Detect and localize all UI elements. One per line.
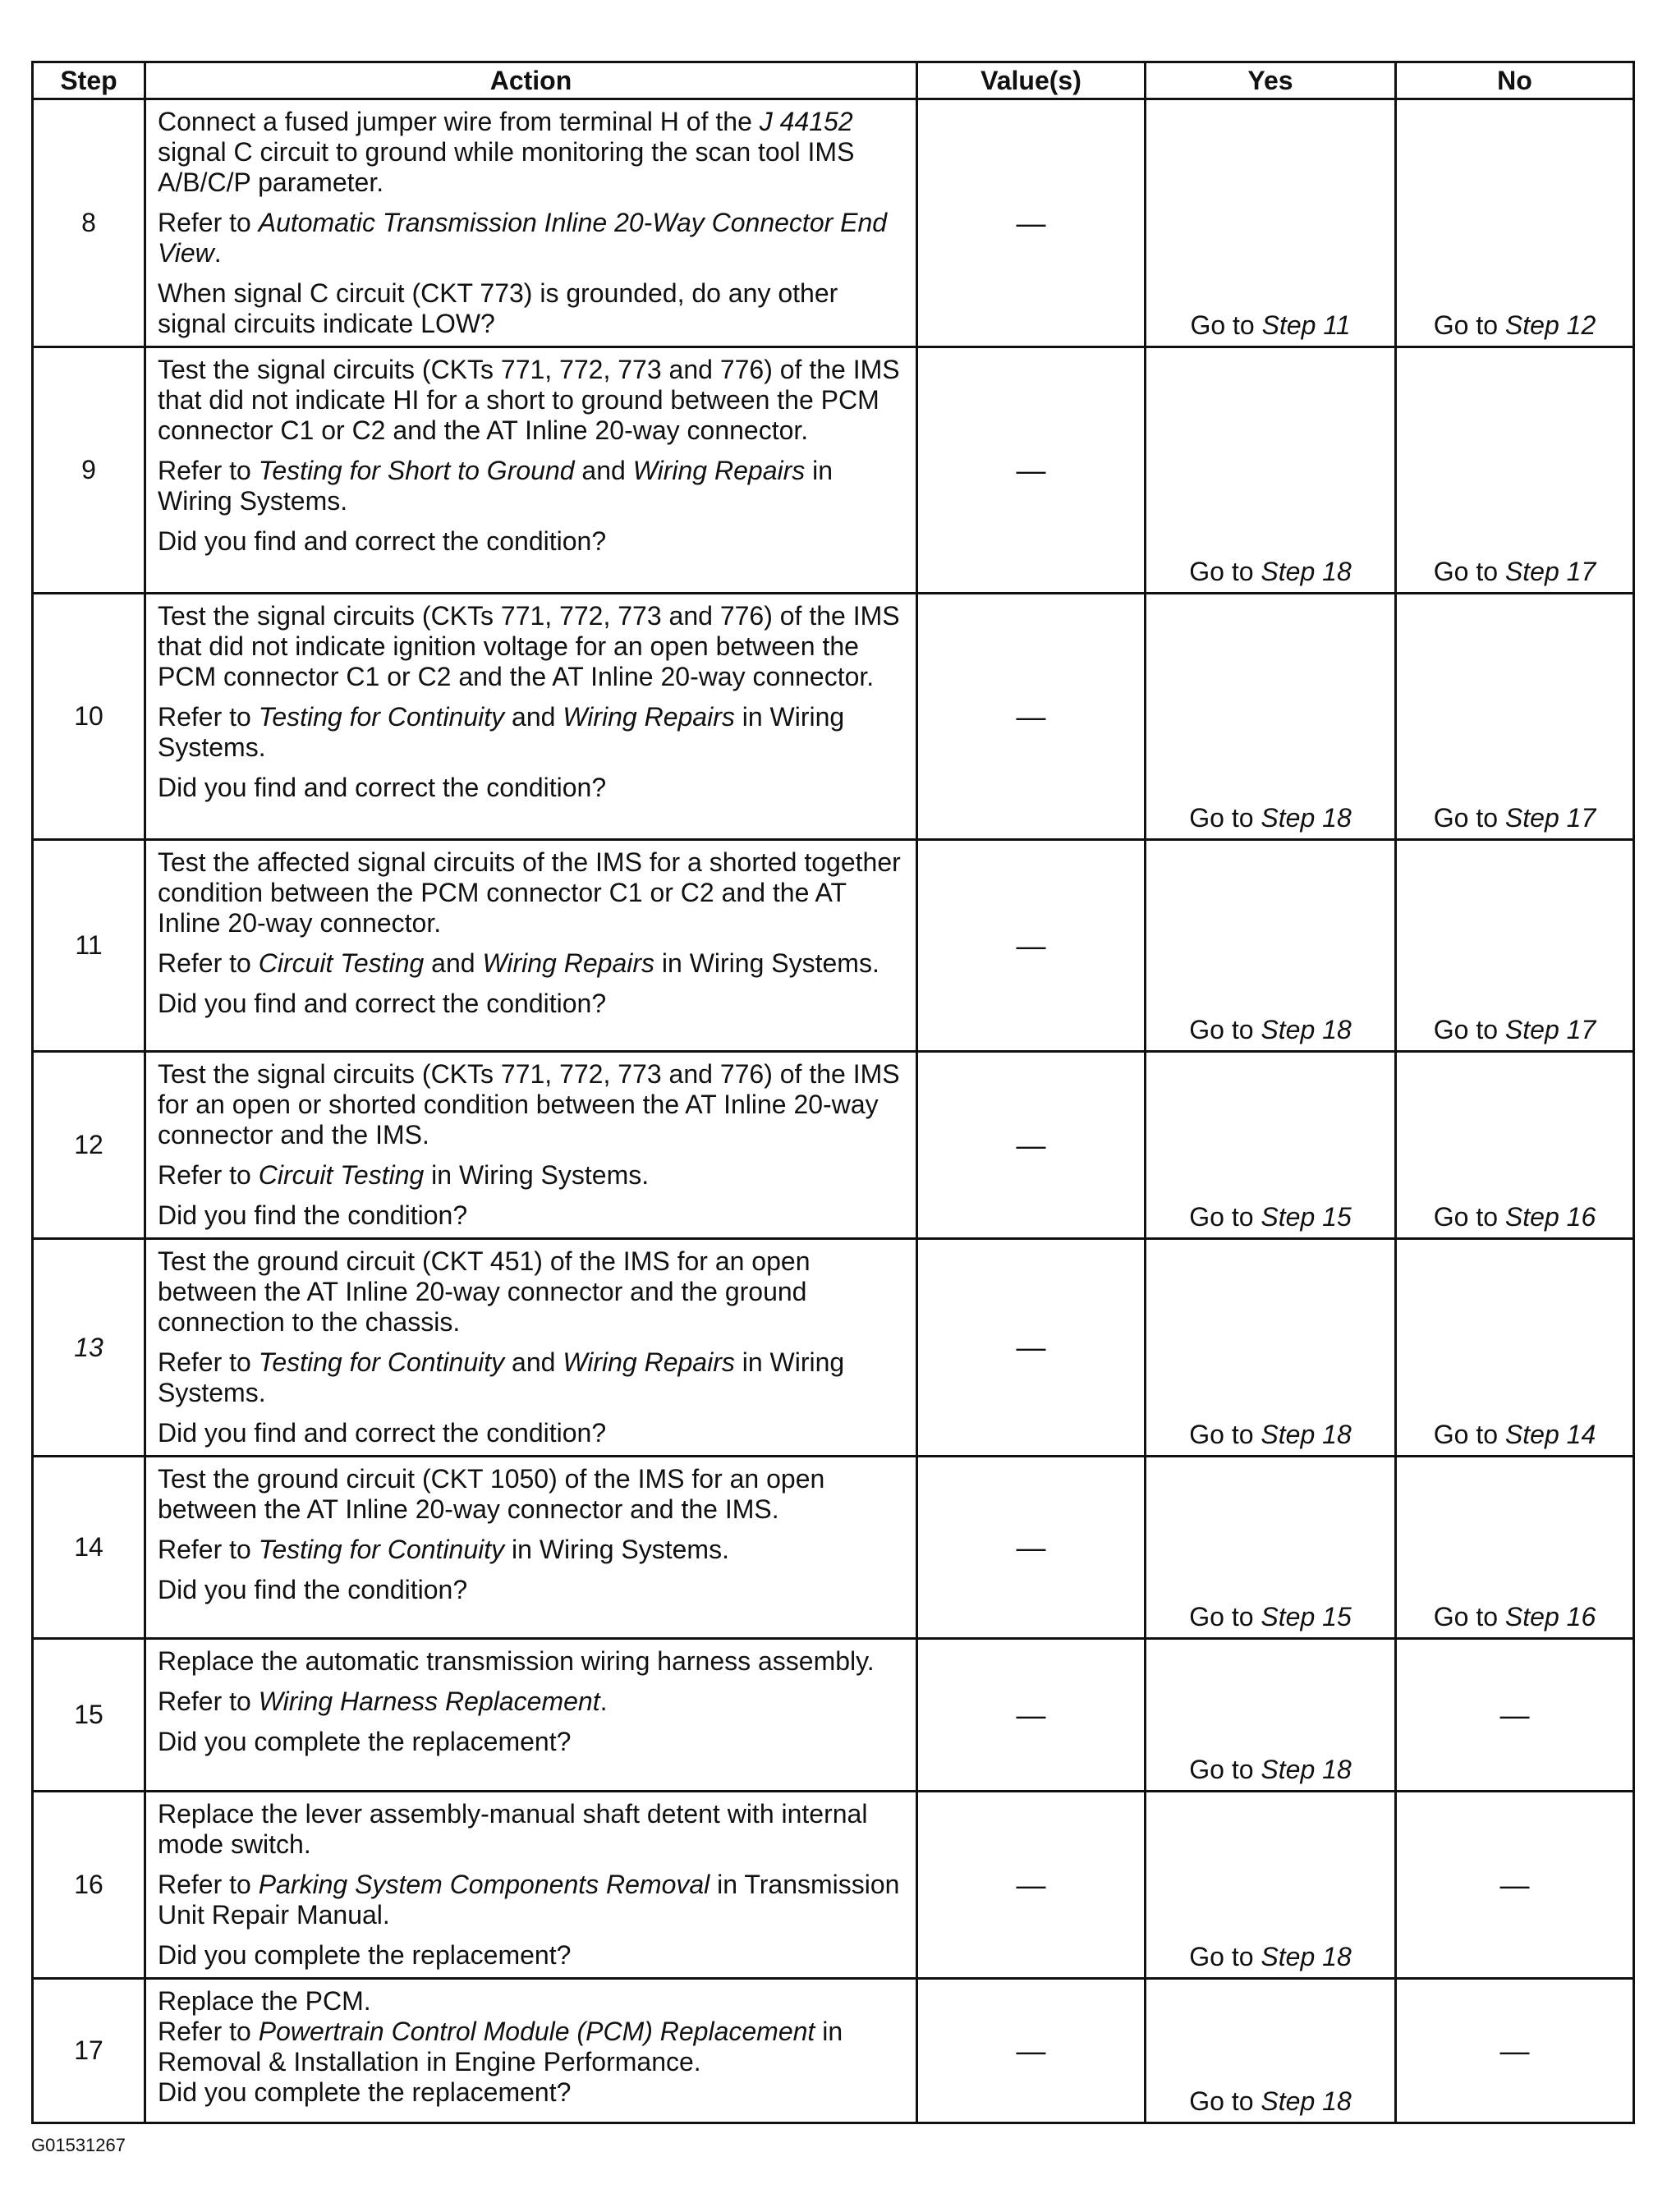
- table-header-row: [33, 62, 1634, 99]
- action-paragraph: [158, 601, 906, 692]
- no-result: [1396, 1457, 1634, 1639]
- step-action: [145, 1239, 917, 1457]
- action-text: Refer to: [158, 1347, 259, 1377]
- action-text: in Wiring Systems.: [424, 1160, 650, 1190]
- goto-prefix: Go to: [1189, 1202, 1261, 1232]
- goto-step-link: Step 18: [1261, 557, 1352, 586]
- action-paragraph: [158, 1347, 906, 1408]
- goto-prefix: Go to: [1433, 1602, 1505, 1631]
- goto-prefix: Go to: [1433, 803, 1505, 833]
- action-paragraph: [158, 1575, 906, 1605]
- action-text: Did you complete the replacement?: [158, 1727, 572, 1756]
- yes-result: [1146, 1052, 1396, 1239]
- action-text: Replace the lever assembly-manual shaft detent with internal mode switch.: [158, 1799, 868, 1859]
- step-value: —: [917, 1792, 1146, 1979]
- action-text: Refer to: [158, 208, 259, 237]
- yes-result: [1146, 347, 1396, 594]
- action-text: Test the affected signal circuits of the IMS for a shorted together condition between the PCM connector C1 or C2 and the AT Inline 20-way connector.: [158, 847, 901, 938]
- table-row: [33, 99, 1634, 347]
- action-text: and: [504, 1347, 563, 1377]
- figure-id: G01531267: [31, 2135, 126, 2155]
- goto-step-link: Step 16: [1504, 1602, 1596, 1631]
- action-paragraph: [158, 1646, 906, 1677]
- header-yes: Yes: [1146, 62, 1396, 99]
- action-text: signal C circuit to ground while monitoring the scan tool IMS A/B/C/P parameter.: [158, 137, 855, 197]
- goto-prefix: Go to: [1433, 1420, 1505, 1449]
- header-no: No: [1396, 62, 1634, 99]
- yes-result: [1146, 1792, 1396, 1979]
- action-text: and: [574, 456, 633, 485]
- action-text: in Transmission Unit Repair Manual.: [158, 1870, 900, 1930]
- action-paragraph: [158, 773, 906, 803]
- action-text: Test the signal circuits (CKTs 771, 772, 773 and 776) of the IMS for an open or shorted condition between the AT Inline 20-way connector and the IMS.: [158, 1059, 900, 1150]
- action-paragraph: [158, 1870, 906, 1930]
- yes-result: [1146, 1239, 1396, 1457]
- header-action: Action: [145, 62, 917, 99]
- action-paragraph: [158, 1418, 906, 1448]
- action-paragraph: [158, 1799, 906, 1860]
- header-values: Value(s): [917, 62, 1146, 99]
- step-action: [145, 1639, 917, 1792]
- action-paragraph: [158, 208, 906, 268]
- goto-step-link: Step 15: [1261, 1602, 1352, 1631]
- action-reference: J 44152: [759, 107, 853, 136]
- action-reference: Automatic Transmission Inline 20-Way Connector End View: [158, 208, 888, 268]
- table-row: [33, 1239, 1634, 1457]
- yes-result: [1146, 99, 1396, 347]
- goto-step-link: Step 17: [1504, 803, 1596, 833]
- action-paragraph: [158, 1160, 906, 1191]
- goto-prefix: Go to: [1189, 1942, 1261, 1971]
- goto-prefix: Go to: [1189, 1602, 1261, 1631]
- action-paragraph: [158, 989, 906, 1019]
- goto-step-link: Step 14: [1504, 1420, 1596, 1449]
- action-paragraph: [158, 456, 906, 516]
- goto-prefix: Go to: [1189, 1755, 1261, 1784]
- action-text: Refer to: [158, 1535, 259, 1564]
- step-number: 16: [33, 1792, 145, 1979]
- goto-prefix: Go to: [1189, 557, 1261, 586]
- step-number: 10: [33, 594, 145, 840]
- action-text: Refer to: [158, 456, 259, 485]
- action-reference: Testing for Short to Ground: [258, 456, 575, 485]
- action-text: Test the ground circuit (CKT 1050) of the IMS for an open between the AT Inline 20-way connector and the IMS.: [158, 1464, 825, 1524]
- action-text: Connect a fused jumper wire from terminal H of the: [158, 107, 760, 136]
- goto-step-link: Step 18: [1261, 1420, 1352, 1449]
- action-text: in Wiring Systems.: [504, 1535, 729, 1564]
- step-value: —: [917, 1457, 1146, 1639]
- action-text: Refer to: [158, 702, 259, 732]
- step-number: 12: [33, 1052, 145, 1239]
- no-result-none: —: [1396, 1792, 1634, 1979]
- action-text: Refer to: [158, 1160, 259, 1190]
- step-action: [145, 1052, 917, 1239]
- action-paragraph: [158, 1687, 906, 1717]
- step-value: —: [917, 99, 1146, 347]
- action-reference: Circuit Testing: [258, 1160, 425, 1190]
- step-number: 17: [33, 1979, 145, 2123]
- no-result: [1396, 840, 1634, 1052]
- no-result: [1396, 99, 1634, 347]
- goto-step-link: Step 17: [1504, 1015, 1596, 1044]
- action-text: Refer to: [158, 1870, 259, 1899]
- goto-prefix: Go to: [1189, 2086, 1261, 2116]
- action-text: Replace the automatic transmission wiring harness assembly.: [158, 1646, 875, 1676]
- goto-prefix: Go to: [1433, 1202, 1505, 1232]
- step-action: [145, 1457, 917, 1639]
- goto-prefix: Go to: [1189, 1015, 1261, 1044]
- step-action: [145, 840, 917, 1052]
- table-row: [33, 840, 1634, 1052]
- goto-prefix: Go to: [1433, 310, 1505, 340]
- step-value: —: [917, 1979, 1146, 2123]
- no-result: [1396, 1052, 1634, 1239]
- no-result: [1396, 1239, 1634, 1457]
- step-number: 9: [33, 347, 145, 594]
- step-number: 13: [33, 1239, 145, 1457]
- step-value: —: [917, 1239, 1146, 1457]
- table-row: [33, 1052, 1634, 1239]
- action-reference: Wiring Harness Replacement: [258, 1687, 600, 1716]
- action-text: Did you find and correct the condition?: [158, 989, 607, 1018]
- action-paragraph: [158, 526, 906, 557]
- table-row: [33, 1639, 1634, 1792]
- goto-step-link: Step 18: [1261, 1015, 1352, 1044]
- step-value: —: [917, 1052, 1146, 1239]
- goto-step-link: Step 18: [1261, 803, 1352, 833]
- yes-result: [1146, 1457, 1396, 1639]
- action-text: Did you find and correct the condition?: [158, 526, 607, 556]
- action-paragraph: [158, 847, 906, 938]
- action-reference: Wiring Repairs: [563, 702, 735, 732]
- goto-step-link: Step 18: [1261, 2086, 1352, 2116]
- no-result: [1396, 594, 1634, 840]
- action-text: Did you complete the replacement?: [158, 2077, 572, 2107]
- action-text: Refer to: [158, 1687, 259, 1716]
- action-text: and: [504, 702, 563, 732]
- step-value: —: [917, 594, 1146, 840]
- action-paragraph: [158, 107, 906, 198]
- action-text: Did you complete the replacement?: [158, 1940, 572, 1970]
- table-body: [33, 99, 1634, 2123]
- action-text: Test the ground circuit (CKT 451) of the IMS for an open between the AT Inline 20-way connector and the ground connection to the chassis.: [158, 1246, 811, 1337]
- yes-result: [1146, 1979, 1396, 2123]
- yes-result: [1146, 1639, 1396, 1792]
- action-text: in Wiring Systems.: [654, 948, 879, 978]
- action-paragraph: [158, 1059, 906, 1150]
- diagnostic-table: [31, 61, 1635, 2124]
- action-paragraph: [158, 1464, 906, 1525]
- action-paragraph: [158, 1940, 906, 1971]
- action-text: Did you find the condition?: [158, 1200, 468, 1230]
- action-text: .: [214, 238, 222, 268]
- action-text: and: [424, 948, 483, 978]
- action-reference: Testing for Continuity: [258, 1347, 505, 1377]
- step-value: —: [917, 1639, 1146, 1792]
- action-reference: Testing for Continuity: [258, 1535, 505, 1564]
- goto-step-link: Step 15: [1261, 1202, 1352, 1232]
- action-paragraph: [158, 948, 906, 979]
- goto-prefix: Go to: [1433, 1015, 1505, 1044]
- action-text: in Wiring Systems.: [158, 456, 834, 516]
- action-text: Test the signal circuits (CKTs 771, 772, 773 and 776) of the IMS that did not indicate ignition voltage for an open between the PCM connector C1 or C2 and the AT Inline 20-way connector.: [158, 601, 900, 691]
- action-reference: Wiring Repairs: [632, 456, 806, 485]
- action-reference: Testing for Continuity: [258, 702, 505, 732]
- action-paragraph: [158, 2017, 906, 2077]
- goto-step-link: Step 11: [1261, 310, 1351, 340]
- goto-step-link: Step 17: [1504, 557, 1596, 586]
- action-paragraph: [158, 355, 906, 446]
- header-step: Step: [33, 62, 145, 99]
- action-paragraph: [158, 702, 906, 763]
- table-row: [33, 347, 1634, 594]
- action-text: in Wiring Systems.: [158, 702, 845, 762]
- action-text: in Removal & Installation in Engine Performance.: [158, 2017, 843, 2077]
- action-text: Refer to: [158, 2017, 259, 2046]
- goto-step-link: Step 18: [1261, 1755, 1352, 1784]
- action-text: Did you find and correct the condition?: [158, 773, 607, 802]
- action-text: When signal C circuit (CKT 773) is grounded, do any other signal circuits indicate LOW?: [158, 278, 838, 338]
- action-paragraph: [158, 2077, 906, 2108]
- goto-prefix: Go to: [1189, 1420, 1261, 1449]
- action-paragraph: [158, 1727, 906, 1757]
- table-row: [33, 1457, 1634, 1639]
- yes-result: [1146, 840, 1396, 1052]
- step-action: [145, 594, 917, 840]
- action-text: Replace the PCM.: [158, 1986, 371, 2016]
- action-reference: Circuit Testing: [258, 948, 425, 978]
- action-reference: Wiring Repairs: [482, 948, 654, 978]
- goto-step-link: Step 16: [1504, 1202, 1596, 1232]
- action-reference: Wiring Repairs: [563, 1347, 735, 1377]
- no-result-none: —: [1396, 1979, 1634, 2123]
- action-paragraph: [158, 1246, 906, 1338]
- action-text: Did you find and correct the condition?: [158, 1418, 607, 1448]
- goto-prefix: Go to: [1189, 803, 1261, 833]
- table-row: [33, 594, 1634, 840]
- step-action: [145, 347, 917, 594]
- action-paragraph: [158, 1535, 906, 1565]
- step-number: 11: [33, 840, 145, 1052]
- goto-prefix: Go to: [1190, 310, 1262, 340]
- action-text: .: [599, 1687, 608, 1716]
- action-text: Did you find the condition?: [158, 1575, 468, 1604]
- step-number: 8: [33, 99, 145, 347]
- goto-step-link: Step 12: [1504, 310, 1596, 340]
- goto-prefix: Go to: [1433, 557, 1505, 586]
- table-row: [33, 1792, 1634, 1979]
- step-action: [145, 1792, 917, 1979]
- step-number: 14: [33, 1457, 145, 1639]
- step-value: —: [917, 840, 1146, 1052]
- action-paragraph: [158, 278, 906, 339]
- action-reference: Parking System Components Removal: [258, 1870, 710, 1899]
- yes-result: [1146, 594, 1396, 840]
- action-paragraph: [158, 1986, 906, 2017]
- no-result: [1396, 347, 1634, 594]
- step-value: —: [917, 347, 1146, 594]
- no-result-none: —: [1396, 1639, 1634, 1792]
- step-number: 15: [33, 1639, 145, 1792]
- action-text: Refer to: [158, 948, 259, 978]
- step-action: [145, 99, 917, 347]
- action-paragraph: [158, 1200, 906, 1231]
- action-text: Test the signal circuits (CKTs 771, 772, 773 and 776) of the IMS that did not indicate HI for a short to ground between the PCM connector C1 or C2 and the AT Inline 20-way connector.: [158, 355, 900, 445]
- action-reference: Powertrain Control Module (PCM) Replacement: [258, 2017, 815, 2046]
- action-text: in Wiring Systems.: [158, 1347, 845, 1407]
- step-action: [145, 1979, 917, 2123]
- goto-step-link: Step 18: [1261, 1942, 1352, 1971]
- table-row: [33, 1979, 1634, 2123]
